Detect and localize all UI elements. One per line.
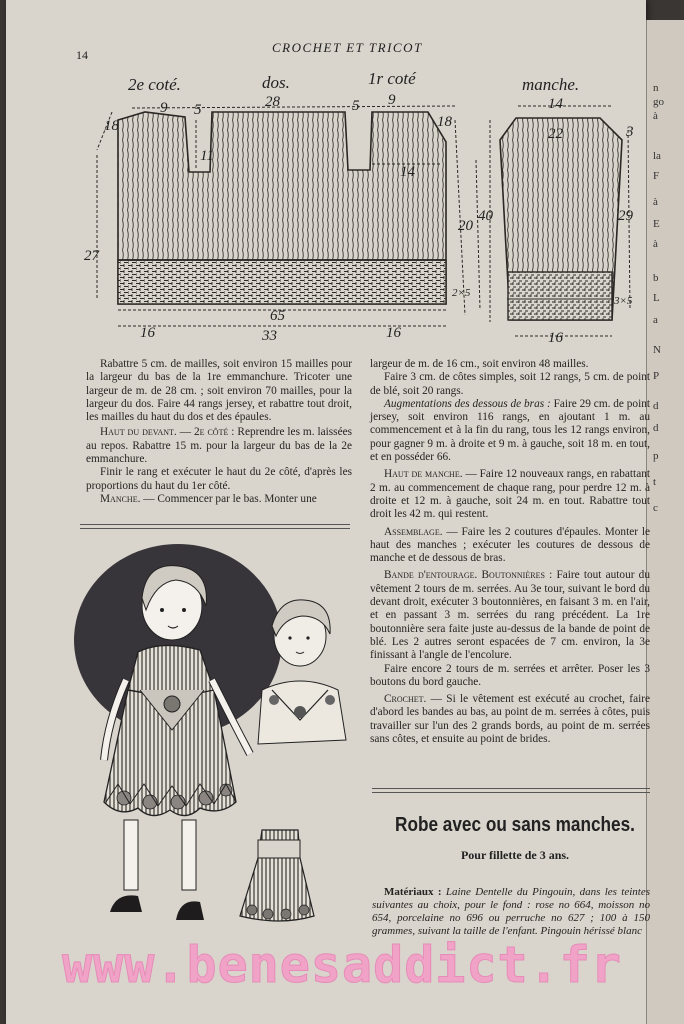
section-head: Augmentations des dessous de bras : — [384, 397, 551, 410]
body-piece — [118, 112, 446, 304]
facing-page-text: b — [653, 272, 659, 284]
running-title: CROCHET ET TRICOT — [272, 40, 423, 55]
materials-paragraph — [372, 886, 650, 938]
paragraph — [86, 426, 352, 466]
measure-11: 11 — [200, 148, 214, 164]
facing-page-edge — [646, 20, 684, 1024]
facing-page-text: go — [653, 96, 664, 108]
facing-page-text: n — [653, 82, 659, 94]
measure-14-body: 14 — [400, 164, 415, 180]
measure-20: 20 — [458, 218, 473, 234]
measure-sleeve-3: 3 — [626, 124, 634, 140]
divider — [372, 788, 650, 789]
paragraph-text: — Commencer par le bas. Monter une — [140, 492, 317, 505]
section-head: Manche. — [100, 492, 141, 505]
knitting-schematic — [0, 60, 650, 345]
measure-2x5: 2×5 — [452, 287, 471, 299]
measure-18: 18 — [104, 118, 119, 134]
paragraph — [370, 526, 650, 566]
measure-9a: 9 — [160, 100, 168, 116]
paragraph — [86, 493, 352, 506]
left-column — [86, 358, 352, 506]
section-head: Matériaux : — [384, 886, 442, 898]
paragraph: Faire 3 cm. de côtes simples, soit 12 rangs, 5 cm. de point de blé, soit 20 rangs. — [370, 371, 650, 397]
sleeve-piece — [500, 118, 622, 320]
divider — [80, 528, 350, 529]
measure-sleeve-3x5: 3×5 — [614, 295, 633, 307]
article-subtitle: Pour fillette de 3 ans. — [460, 848, 570, 862]
measure-sleeve-14: 14 — [548, 96, 563, 112]
paragraph: Finir le rang et exécuter le haut du 2e côté, d'après les proportions du haut du 1er côté. — [86, 466, 352, 492]
paragraph: largeur de m. de 16 cm., soit environ 48 mailles. — [370, 358, 589, 370]
paragraph-text: Laine Dentelle du Pingouin, dans les teintes suivantes au choix, pour le fond : rose no 664, moisson no 654, porcelaine no 696 ou perruche no 627 ; 100 à 150 grammes, suivant la taille de l'enfant. Pingouin hérissé blanc — [372, 886, 650, 937]
paragraph — [370, 468, 650, 521]
watermark: www.benesaddict.fr — [62, 936, 622, 994]
section-head: Assemblage. — [384, 525, 443, 538]
section-head: Haut de manche. — [384, 468, 463, 481]
measure-sleeve-22: 22 — [548, 126, 563, 142]
paragraph-text: Faire 29 cm. de point jersey, soit environ 116 rangs, en ajoutant 1 m. au commencement et à la fin du rang, tous les 12 rangs environ, pour gagner 9 m. à droite et 9 m. à gauche, soit 18 m. en tout, et en posséder 66. — [370, 397, 651, 464]
page-number: 14 — [76, 48, 88, 62]
facing-page-text: N — [653, 344, 661, 356]
measure-18b: 18 — [437, 114, 452, 130]
facing-page-text: E — [653, 218, 660, 230]
section-head: Haut du devant. — 2e côté : — [100, 426, 235, 439]
facing-page-text: c — [653, 502, 658, 514]
measure-9b: 9 — [388, 92, 396, 108]
label-side1: 1r coté — [368, 69, 416, 88]
measure-27: 27 — [84, 248, 99, 264]
divider — [372, 792, 650, 793]
paragraph-text: — Si le vêtement est exécuté au crochet, faire d'abord les bandes au bas, au point de m. serrées à côtes, puis travailler sur l'un des 2 grands bords, au point de m. serrées sans côtes, et ensuite au point de brides. — [370, 693, 650, 746]
article-title: Robe avec ou sans manches. — [395, 814, 635, 836]
measure-5b: 5 — [352, 98, 360, 114]
measure-sleeve-16: 16 — [548, 330, 563, 345]
measure-16b: 16 — [386, 325, 401, 341]
paragraph-text: Reprendre les m. laissées au repos. Rabattre 15 m. pour la largeur du bas de la 2e emmanchure. — [86, 426, 353, 466]
facing-page-text: a — [653, 314, 658, 326]
facing-page-text: la — [653, 150, 661, 162]
facing-page-text: P — [653, 370, 660, 382]
paragraph: Rabattre 5 cm. de mailles, soit environ 15 mailles pour la largeur du bas de la 1re emmanchure. Tricoter une largeur de m. de 28 cm. ; soit environ 70 mailles, pour la largeur du dos. Faire 44 rangs jersey, et rabattre tout droit, les mailles du haut du dos et des épaules. — [86, 358, 352, 424]
measure-28: 28 — [265, 94, 280, 110]
measure-sleeve-29: 29 — [618, 208, 633, 224]
facing-page-text: d — [653, 422, 659, 434]
right-column — [370, 358, 650, 746]
label-back: dos. — [262, 73, 290, 92]
measure-33: 33 — [262, 328, 277, 344]
paragraph — [370, 398, 650, 464]
facing-page-text: t — [653, 476, 657, 488]
measure-65: 65 — [270, 308, 285, 324]
facing-page-text: à — [653, 196, 658, 208]
label-sleeve: manche. — [522, 75, 580, 94]
dress-illustration — [0, 540, 360, 940]
measure-16a: 16 — [140, 325, 155, 341]
facing-page-text: F — [653, 170, 660, 182]
measure-5a: 5 — [194, 102, 202, 118]
paragraph-text: — Faire les 2 coutures d'épaules. Monter le haut des manches ; exécuter les coutures de dessous de manche et de dessous de bras. — [370, 525, 650, 565]
facing-page-text: p — [653, 450, 659, 462]
paragraph: Faire encore 2 tours de m. serrées et arrêter. Poser les 3 boutons du bord gauche. — [370, 662, 650, 688]
divider — [80, 524, 350, 525]
section-head: Crochet. — [384, 693, 427, 706]
section-head: Bande d'entourage. Boutonnières : — [384, 569, 553, 582]
paragraph — [370, 569, 650, 662]
sleeveless-dress-sketch — [240, 830, 314, 921]
label-side2: 2e coté. — [128, 75, 181, 94]
facing-page-text: à — [653, 238, 658, 250]
paragraph-text: — Faire 12 nouveaux rangs, en rabattant 2 m. au commencement de chaque rang, pour perdre 12 m. à droite et 12 m. à gauche, soit 24 m. en tout. Rabattre tout droit les 42 m. qui restent. — [370, 468, 650, 521]
paragraph-text: Faire tout autour du vêtement 2 tours de m. serrées. Au 3e tour, suivant le bord du devant droit, exécuter 3 boutonnières, en faisant 3 m. en l'air, et en passant 3 m. serrées du rang précédent. La 1re boutonnière sera faite juste au-dessus de la bande de point de blé. Les 2 autres seront espacées de 7 cm. environ, la 3e finissant à l'angle de l'encolure. — [370, 569, 650, 662]
paragraph — [370, 693, 650, 746]
measure-40: 40 — [478, 208, 493, 224]
facing-page-text: à — [653, 110, 658, 122]
facing-page-text: d — [653, 400, 659, 412]
facing-page-text: L — [653, 292, 660, 304]
